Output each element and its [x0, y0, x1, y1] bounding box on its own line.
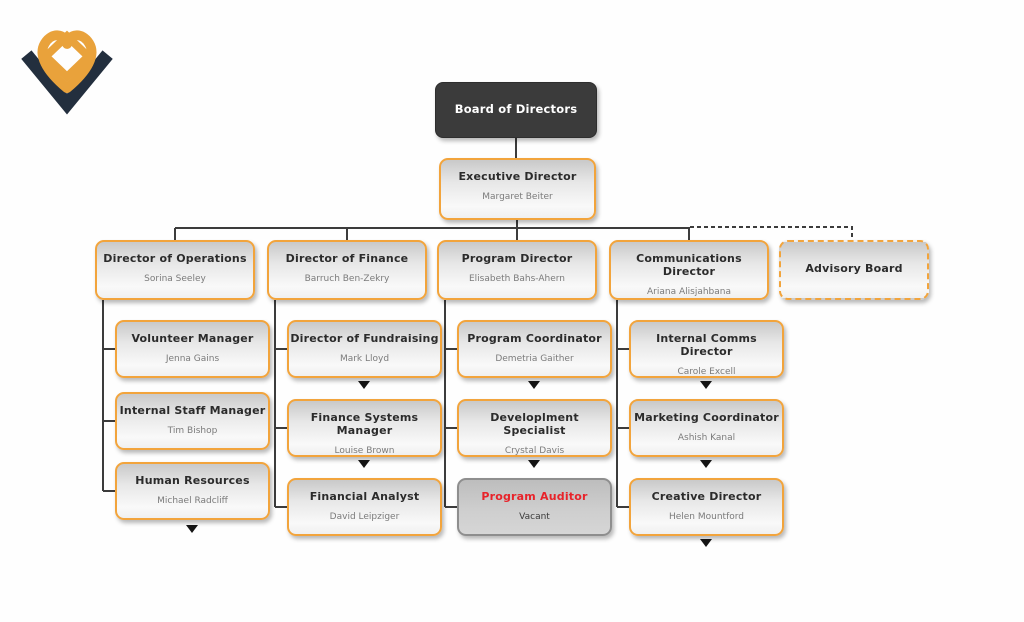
node-title: Human Resources [135, 474, 250, 487]
node-person-name: Crystal Davis [504, 446, 565, 456]
node-person-name: Michael Radcliff [157, 496, 228, 506]
node-person-name: Vacant [519, 512, 550, 522]
node-title: Financial Analyst [309, 490, 420, 503]
node-program-auditor-vacant [457, 478, 612, 536]
node-person-name: Helen Mountford [668, 512, 745, 522]
node-board-of-directors [435, 82, 597, 138]
collapse-arrow-icon [528, 460, 540, 468]
node-communications-director [609, 240, 769, 300]
node-person-name: David Leipziger [329, 512, 400, 522]
node-program-director [437, 240, 597, 300]
node-title: Creative Director [651, 490, 762, 503]
node-volunteer-manager [115, 320, 270, 378]
node-person-name: Jenna Gains [165, 354, 220, 364]
node-title: Director of Operations [103, 252, 247, 265]
node-title: Internal Staff Manager [119, 404, 266, 417]
node-internal-staff-manager [115, 392, 270, 450]
node-financial-analyst [287, 478, 442, 536]
node-title: Advisory Board [805, 262, 903, 275]
node-title: Program Auditor [481, 490, 588, 503]
node-development-specialist [457, 399, 612, 457]
node-human-resources [115, 462, 270, 520]
node-title: Director of Fundraising [290, 332, 439, 345]
collapse-arrow-icon [528, 381, 540, 389]
node-title: Volunteer Manager [131, 332, 254, 345]
node-director-of-finance [267, 240, 427, 300]
node-program-coordinator [457, 320, 612, 378]
collapse-arrow-icon [700, 460, 712, 468]
node-internal-comms-director [629, 320, 784, 378]
company-logo [14, 8, 120, 126]
node-person-name: Louise Brown [334, 446, 395, 456]
node-title: Executive Director [458, 170, 577, 183]
node-person-name: Sorina Seeley [144, 274, 206, 284]
node-title: Director of Finance [285, 252, 409, 265]
node-title: Communications Director [636, 252, 742, 278]
node-finance-systems-manager [287, 399, 442, 457]
collapse-arrow-icon [358, 381, 370, 389]
node-person-name: Barruch Ben-Zekry [304, 274, 390, 284]
node-person-name: Demetria Gaither [495, 354, 574, 364]
collapse-arrow-icon [358, 460, 370, 468]
node-creative-director [629, 478, 784, 536]
node-person-name: Elisabeth Bahs-Ahern [468, 274, 565, 284]
node-title: Marketing Coordinator [634, 411, 779, 424]
node-title: Program Director [461, 252, 573, 265]
node-advisory-board [779, 240, 929, 300]
node-director-of-fundraising [287, 320, 442, 378]
node-title: Finance Systems Manager [310, 411, 419, 437]
node-person-name: Ashish Kanal [677, 433, 736, 443]
node-marketing-coordinator [629, 399, 784, 457]
node-title: Internal Comms Director [656, 332, 757, 358]
node-person-name: Margaret Beiter [482, 192, 553, 202]
node-person-name: Tim Bishop [167, 426, 218, 436]
node-title: Developlment Specialist [490, 411, 579, 437]
node-executive-director [439, 158, 596, 220]
collapse-arrow-icon [700, 381, 712, 389]
node-director-of-operations [95, 240, 255, 300]
collapse-arrow-icon [186, 525, 198, 533]
node-title: Board of Directors [454, 102, 578, 116]
node-person-name: Mark Lloyd [339, 354, 390, 364]
node-title: Program Coordinator [467, 332, 602, 345]
line-advisory-dashed [690, 227, 852, 240]
collapse-arrow-icon [700, 539, 712, 547]
node-person-name: Carole Excell [677, 367, 736, 377]
node-person-name: Ariana Alisjahbana [647, 287, 731, 297]
